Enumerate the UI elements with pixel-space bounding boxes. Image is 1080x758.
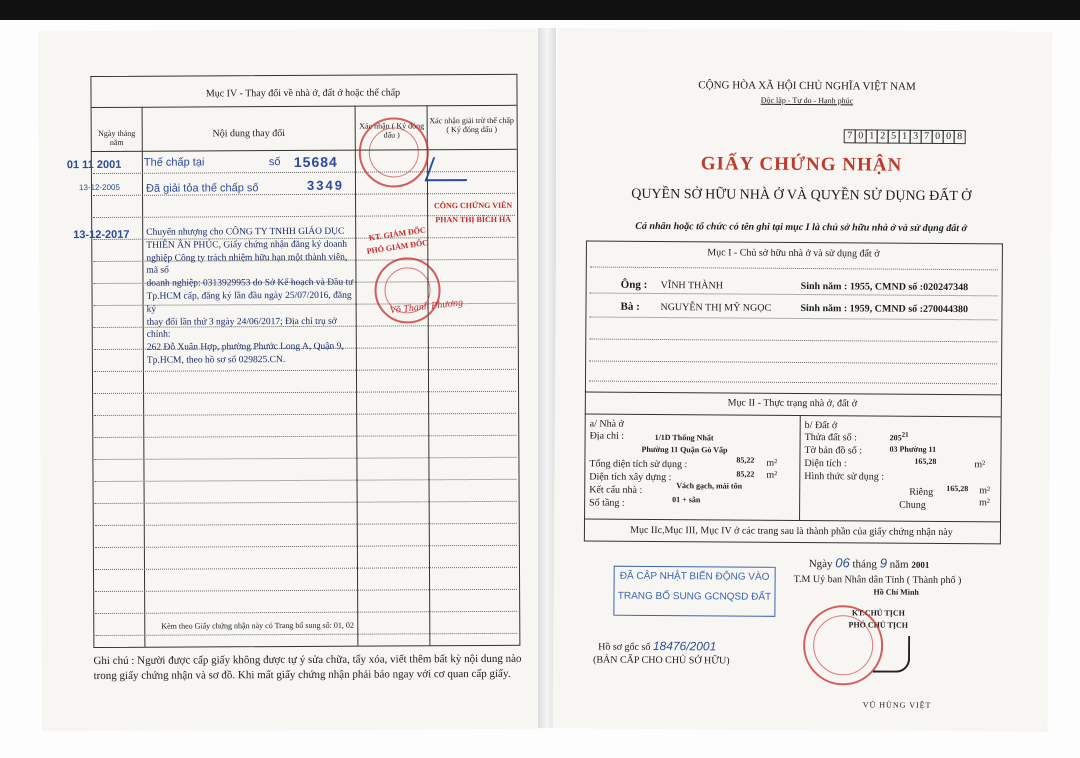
serial-digit: 0	[932, 130, 944, 144]
serial-digit: 8	[954, 130, 966, 144]
struct-value: Vách gạch, mái tôn	[676, 481, 743, 491]
owner2-name: NGUYỄN THỊ MỸ NGỌC	[660, 302, 772, 314]
usage-note: Ghi chú : Người được cấp giấy không được tự ý sửa chữa, tẩy xóa, viết thêm bất kỳ nội dung nào trong giấy chứng nhận và sơ đồ. Khi mất giấy chứng nhận phải báo ngay với cơ quan cấp giấy.	[93, 652, 522, 683]
row3-line: thay đổi lần thứ 3 ngày 24/06/2017; Địa chỉ trụ sở chính:	[146, 316, 337, 341]
red-seal-stamp	[374, 257, 440, 323]
muc-i-title: Mục I - Chủ sở hữu nhà ở và sử dụng đất ở	[707, 247, 880, 260]
row3-line: THIÊN ÂN PHÚC, Giấy chứng nhận đăng ký doanh	[146, 239, 347, 251]
pho-chu-tich: PHÓ CHỦ TỊCH	[848, 620, 909, 630]
red-seal-stamp	[803, 605, 884, 686]
serial-digit: 7	[844, 129, 856, 143]
owner1-name: VĨNH THÀNH	[660, 280, 724, 292]
serial-digit: 0	[943, 130, 955, 144]
serial-digit: 2	[877, 130, 889, 144]
nation-header: CỘNG HÒA XÃ HỘI CHỦ NGHĨA VIỆT NAM	[698, 79, 916, 93]
row3-date: 13-12-2017	[73, 228, 130, 242]
signer-name: VŨ HÙNG VIỆT	[862, 700, 932, 710]
serial-digit: 1	[899, 130, 911, 144]
signature-icon	[425, 157, 476, 181]
col-confirm-header: Xác nhận ( Ký đóng dấu )	[359, 121, 425, 140]
col-content-header: Nội dung thay đổi	[212, 128, 285, 140]
row1-content: Thế chấp tại	[143, 156, 205, 169]
top-dark-border	[0, 0, 1080, 20]
private-value: 165,28	[946, 484, 969, 494]
kt-giam-doc: KT. GIÁM ĐỐC	[368, 225, 427, 243]
serial-digit: 0	[855, 129, 867, 143]
form-label: Hình thức sử dụng :	[804, 471, 885, 483]
muc-ii-title: Mục II - Thực trạng nhà ở, đất ở	[727, 397, 858, 410]
copy-note: (BẢN CẤP CHO CHỦ SỞ HỮU)	[593, 654, 730, 667]
city: Hồ Chí Minh	[873, 587, 919, 597]
plot-label: Thửa đất số :	[804, 432, 857, 444]
area-build-unit: m²	[766, 469, 778, 481]
map-value: 03 Phường 11	[889, 444, 937, 454]
row3-line: nghiệp Công ty trách nhiệm hữu hạn một thành viên, mã số	[146, 252, 348, 277]
row3-line: Chuyển nhượng cho CÔNG TY TNHH GIÁO DỤC	[146, 226, 345, 238]
kt-chu-tich: KT.CHỦ TỊCH	[851, 608, 905, 618]
dotted-rows	[38, 29, 538, 32]
plot-value: $205^{21}$	[889, 430, 909, 443]
owner1-info: Sinh năm : 1955, CMND số :020247348	[800, 280, 969, 294]
row2-date: 13-12-2005	[78, 182, 120, 193]
red-seal-stamp	[359, 117, 429, 187]
private-label: Riêng	[909, 486, 934, 498]
update-stamp: ĐÃ CẬP NHẬT BIẾN ĐỘNG VÀO TRANG BỔ SUNG GCNQSD ĐẤT	[613, 566, 775, 617]
row1-date: 01 11 2001	[66, 158, 122, 172]
signer-name: Võ Thanh Phương	[389, 297, 464, 317]
certificate-subtitle: QUYỀN SỞ HỮU NHÀ Ở VÀ QUYỀN SỬ DỤNG ĐẤT Ở	[631, 186, 972, 205]
notary-stamp-line1: CÔNG CHỨNG VIÊN	[433, 200, 513, 211]
issue-date: Ngày 06 tháng 9 năm 2001	[808, 555, 930, 571]
land-area-label: Diện tích :	[804, 458, 847, 470]
addr-line1: 1/1D Thống Nhất	[654, 432, 714, 443]
motto: Độc lập - Tự do - Hạnh phúc	[760, 95, 854, 106]
certificate-title: GIẤY CHỨNG NHẬN	[700, 153, 903, 176]
private-unit: m²	[979, 485, 991, 497]
col-date-header: Ngày tháng năm	[98, 128, 136, 147]
house-heading: a/ Nhà ở	[589, 418, 624, 430]
row1-number: 15684	[293, 153, 338, 170]
addr-line2: Phường 11 Quận Gò Vấp	[641, 444, 728, 455]
intro-line: Cá nhân hoặc tổ chức có tên ghi tại mục I là chủ sở hữu nhà ở và sử dụng đất ở	[635, 220, 967, 235]
row2-number: 3349	[306, 177, 344, 193]
land-heading: b/ Đất ở	[804, 420, 838, 432]
land-area-unit: m²	[974, 459, 986, 471]
signature-icon	[873, 635, 910, 672]
addr-label: Địa chỉ :	[589, 430, 625, 442]
floors-value: 01 + sân	[672, 495, 701, 505]
struct-label: Kết cấu nhà :	[589, 484, 643, 496]
right-page-certificate	[553, 28, 1053, 731]
row3-transfer-text	[146, 226, 357, 368]
row3-line: Tp.HCM, theo hồ sơ số 029825.CN.	[146, 354, 286, 366]
owner1-label: Ông :	[620, 278, 648, 291]
map-label: Tờ bản đồ số :	[804, 445, 863, 457]
serial-digit: 1	[866, 129, 878, 143]
area-use-value: 85,22	[736, 455, 755, 465]
owner2-info: Sinh năm : 1959, CMND số :270044380	[800, 302, 969, 316]
serial-digit: 5	[888, 130, 900, 144]
land-area-value: 165,28	[914, 456, 937, 466]
notary-stamp-line2: PHAN THỊ BÍCH HÀ	[435, 214, 511, 225]
area-use-unit: m²	[766, 457, 778, 469]
serial-digit: 7	[921, 130, 933, 144]
floors-label: Số tầng :	[589, 497, 625, 509]
pho-giam-doc: PHÓ GIÁM ĐỐC	[366, 238, 429, 256]
row2-content: Đã giải tỏa thế chấp số	[145, 182, 259, 195]
shared-label: Chung	[899, 499, 926, 511]
shared-unit: m²	[979, 497, 990, 509]
file-number: Hồ sơ gốc số 18476/2001	[598, 638, 717, 654]
left-page-muc-iv	[38, 29, 542, 732]
owner2-label: Bà :	[620, 300, 640, 313]
authority: T.M Uỷ ban Nhân dân Tỉnh ( Thành phố )	[793, 573, 962, 587]
area-use-label: Tổng diện tích sử dụng :	[589, 458, 688, 471]
col-release-header: Xác nhận giải trừ thế chấp ( Ký đóng dấu )	[429, 115, 514, 135]
muc-footer: Mục IIc,Mục III, Mục IV ở các trang sau là thành phần của giấy chứng nhận này	[630, 524, 953, 539]
row1-so: số	[268, 156, 281, 169]
row3-line: doanh nghiệp: 0313929953 do Sở Kế hoạch và Đầu tư	[146, 277, 354, 289]
section-title: Mục IV - Thay đổi về nhà ở, đất ở hoặc thế chấp	[205, 87, 401, 100]
area-build-label: Diện tích xây dựng :	[589, 471, 672, 484]
serial-number	[844, 125, 965, 144]
row3-line: 262 Đỗ Xuân Hợp, phường Phước Long A, Quận 9,	[146, 341, 344, 353]
area-build-value: 85,22	[736, 469, 755, 479]
table-footer-note: Kèm theo Giấy chứng nhận này có Trang bổ sung số: 01, 02	[161, 620, 354, 631]
serial-digit: 3	[910, 130, 922, 144]
row3-line: Tp.HCM cấp, đăng ký lần đầu ngày 25/07/2016, đăng ký	[146, 290, 352, 315]
